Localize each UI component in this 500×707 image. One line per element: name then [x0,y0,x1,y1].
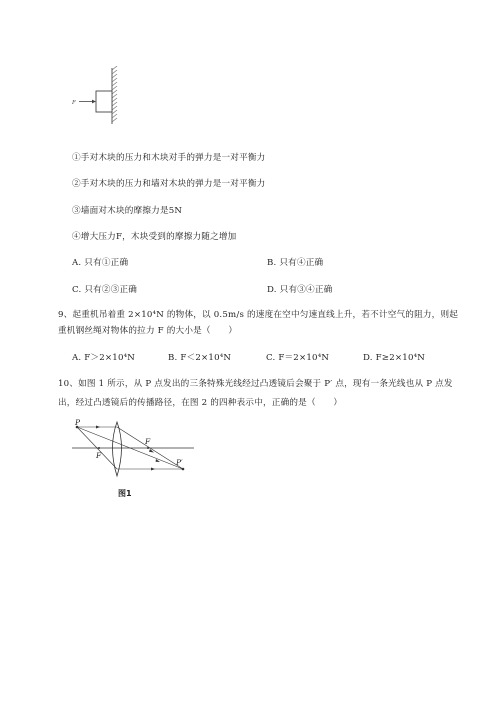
label-p-prime: P′ [176,458,183,467]
statement-1: ①手对木块的压力和木块对手的弹力是一对平衡力 [72,153,266,163]
wall-hatching [112,66,117,122]
focus-left [98,447,100,449]
q8-option-d[interactable]: D. 只有③④正确 [267,285,333,295]
statement-2: ②手对木块的压力和墙对木块的弹力是一对平衡力 [72,179,266,189]
q9-option-a[interactable]: A. F＞2×10⁴N [72,353,135,363]
statement-4: ④增大压力F，木块受到的摩擦力随之增加 [72,232,237,242]
q10-stem-line2: 出，经过凸透镜后的传播路径，在图 2 的四种表示中，正确的是（ ） [58,398,343,408]
q8-option-c[interactable]: C. 只有②③正确 [72,285,138,295]
figure-caption: 图1 [118,489,132,498]
point-p-prime [182,468,185,471]
q8-option-b[interactable]: B. 只有④正确 [267,258,324,268]
focus-right [147,447,149,449]
wooden-block [96,91,112,112]
q9-stem-line1: 9、起重机吊着重 2×10⁴N 的物体，以 0.5m/s 的速度在空中匀速直线上升，若不计空气的阻力，则起 [58,310,459,320]
q8-option-a[interactable]: A. 只有①正确 [72,258,129,268]
force-label: F [72,100,76,106]
force-arrowhead [92,100,96,104]
q9-option-b[interactable]: B. F＜2×10⁴N [168,353,232,363]
q9-option-c[interactable]: C. F＝2×10⁴N [266,353,330,363]
statement-3: ③墙面对木块的摩擦力是5N [72,206,183,216]
label-p: P [75,418,81,427]
wall-block-figure [66,66,126,126]
q10-stem-line1: 10、如图 1 所示，从 P 点发出的三条特殊光线经过凸透镜后会聚于 P′ 点，现有一条光线也从 P 点发 [58,379,453,389]
label-f-right: F [145,437,151,446]
convex-lens [113,422,122,476]
label-f-left: F [96,451,102,460]
lens-ray-figure [70,418,200,500]
q9-option-d[interactable]: D. F≥2×10⁴N [363,353,425,363]
q9-stem-line2: 重机钢丝绳对物体的拉力 F 的大小是（ ） [58,326,238,336]
